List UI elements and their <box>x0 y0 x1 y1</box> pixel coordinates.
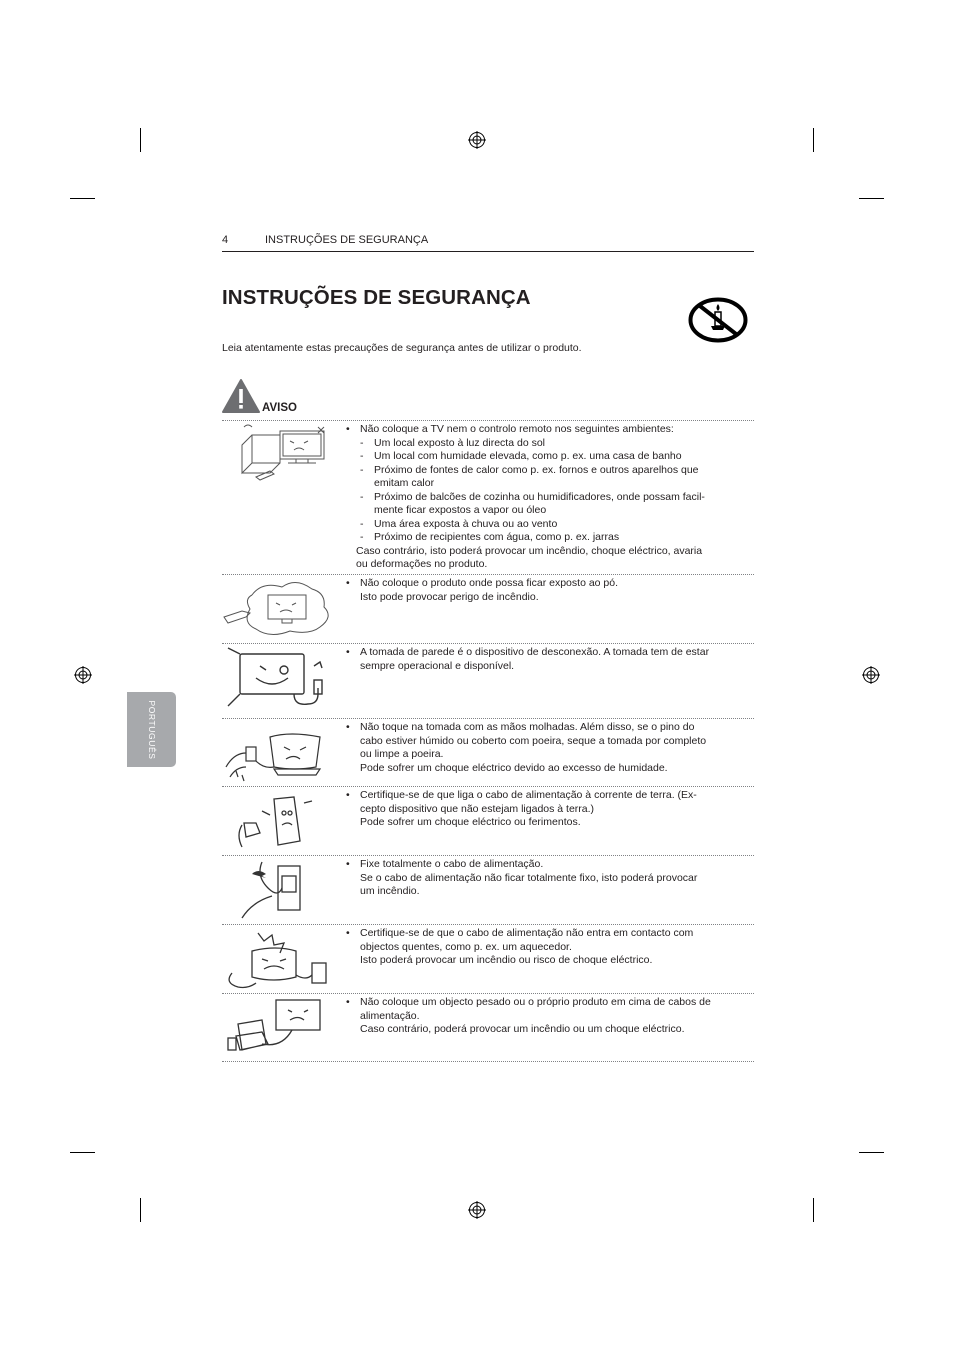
wall-outlet-illustration <box>222 646 342 716</box>
bullet-text: • A tomada de parede é o dispositivo de desconexão. A tomada tem de estar <box>346 646 752 660</box>
item-cont: Se o cabo de alimentação não ficar totalmente fixo, isto poderá provocar <box>360 871 698 884</box>
consequence-text: Caso contrário, isto poderá provocar um incêndio, choque eléctrico, avaria <box>356 544 703 557</box>
sub-item: - Uma área exposta à chuva ou ao vento <box>346 518 752 532</box>
crop-mark <box>140 128 141 152</box>
language-side-tab <box>127 692 176 767</box>
consequence-text: ou deformações no produto. <box>356 558 488 570</box>
list-item <box>222 993 754 1062</box>
bullet-text: • Não toque na tomada com as mãos molhadas. Além disso, se o pino do <box>346 721 752 735</box>
item-text <box>346 721 752 775</box>
item-text <box>346 423 752 572</box>
sub-item: - Próximo de recipientes com água, como p. ex. jarras <box>346 531 752 545</box>
crop-mark <box>859 198 884 199</box>
sub-item: - Próximo de fontes de calor como p. ex. fornos e outros aparelhos que <box>346 464 752 478</box>
item-text <box>346 858 752 899</box>
dusty-tv-illustration <box>222 577 342 639</box>
tv-environment-illustration <box>238 423 338 487</box>
bullet-text: • Não coloque a TV nem o controlo remoto nos seguintes ambientes: <box>346 423 752 437</box>
crop-mark <box>140 1198 141 1222</box>
bullet-text: • Não coloque um objecto pesado ou o próprio produto em cima de cabos de <box>346 996 752 1010</box>
item-cont: Caso contrário, poderá provocar um incêndio ou um choque eléctrico. <box>360 1023 685 1035</box>
list-item <box>222 574 754 643</box>
item-cont: sempre operacional e disponível. <box>360 659 515 672</box>
sub-item-cont: mente ficar expostos a vapor ou óleo <box>374 504 547 516</box>
item-text <box>346 789 752 830</box>
heater-cable-illustration <box>222 927 342 991</box>
item-cont: um incêndio. <box>360 885 420 897</box>
registration-mark-icon <box>862 666 880 684</box>
heavy-object-cable-illustration <box>222 996 342 1060</box>
item-text <box>346 577 752 604</box>
registration-mark-icon <box>468 131 486 149</box>
list-item <box>222 786 754 855</box>
page-title: INSTRUÇÕES DE SEGURANÇA <box>222 286 531 309</box>
page-number: 4 <box>222 234 229 246</box>
item-cont: cabo estiver húmido ou coberto com poeira, seque a tomada por completo <box>360 734 707 747</box>
registration-mark-icon <box>74 666 92 684</box>
crop-mark <box>70 1152 95 1153</box>
intro-text: Leia atentamente estas precauções de segurança antes de utilizar o produto. <box>222 342 582 354</box>
bullet-text: • Fixe totalmente o cabo de alimentação. <box>346 858 752 872</box>
warning-label: AVISO <box>262 402 297 414</box>
sub-item: - Um local exposto à luz directa do sol <box>346 437 752 451</box>
item-cont: Isto poderá provocar um incêndio ou risco de choque eléctrico. <box>360 954 653 966</box>
item-cont: ou limpe a poeira. <box>360 748 444 760</box>
item-text <box>346 646 752 673</box>
bullet-text: • Certifique-se de que o cabo de alimentação não entra em contacto com <box>346 927 752 941</box>
language-label: PORTUGUÊS <box>146 699 157 760</box>
item-cont: alimentação. <box>360 1009 420 1022</box>
item-text <box>346 996 752 1037</box>
item-cont: Isto pode provocar perigo de incêndio. <box>360 590 539 603</box>
header-section-title: INSTRUÇÕES DE SEGURANÇA <box>265 234 429 246</box>
secure-plug-illustration <box>222 858 342 922</box>
no-open-flame-icon <box>687 296 749 344</box>
wet-hands-plug-illustration <box>222 721 342 783</box>
sub-item: - Próximo de balcões de cozinha ou humidificadores, onde possam facil- <box>346 491 752 505</box>
crop-mark <box>70 198 95 199</box>
page-header <box>222 232 754 252</box>
crop-mark <box>859 1152 884 1153</box>
registration-mark-icon <box>468 1201 486 1219</box>
item-cont: objectos quentes, como p. ex. um aquecedor. <box>360 940 572 953</box>
item-cont: cepto dispositivo que não estejam ligados à terra.) <box>360 802 595 815</box>
list-item <box>222 855 754 924</box>
bullet-text: • Não coloque o produto onde possa ficar exposto ao pó. <box>346 577 752 591</box>
warning-list <box>222 420 754 1062</box>
item-cont: Pode sofrer um choque eléctrico devido ao excesso de humidade. <box>360 761 668 774</box>
sub-item-cont: emitam calor <box>374 477 435 489</box>
list-item <box>222 643 754 718</box>
sub-item: - Um local com humidade elevada, como p. ex. uma casa de banho <box>346 450 752 464</box>
item-cont: Pode sofrer um choque eléctrico ou ferimentos. <box>360 816 581 828</box>
list-item <box>222 718 754 786</box>
grounded-plug-illustration <box>222 789 342 853</box>
bullet-text: • Certifique-se de que liga o cabo de alimentação à corrente de terra. (Ex- <box>346 789 752 803</box>
crop-mark <box>813 128 814 152</box>
list-item <box>222 924 754 993</box>
item-text <box>346 927 752 968</box>
crop-mark <box>813 1198 814 1222</box>
list-item <box>222 420 754 574</box>
